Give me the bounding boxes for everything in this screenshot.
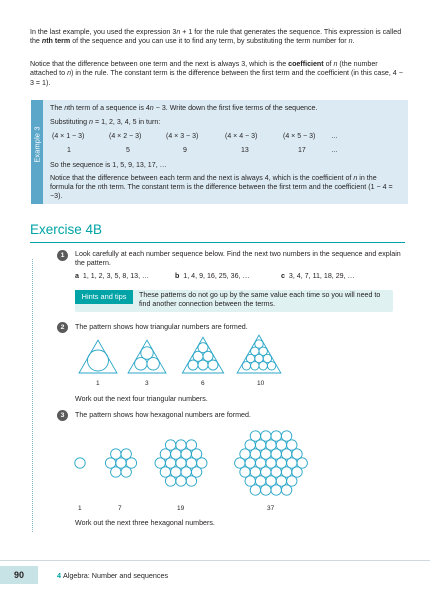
hexagonal-label-3: 19 [177,505,185,512]
hexagon-dot [197,458,207,468]
example-calc-2: (4 × 2 − 3) [109,133,142,140]
part-c-label: c [281,272,285,280]
hexagon-dot [297,458,307,468]
example-result-5: 17 [298,147,306,154]
hexagonal-label-4: 37 [267,505,275,512]
hexagonal-label-2: 7 [118,505,122,512]
question-number-3: 3 [57,410,68,421]
question-3-text: The pattern shows how hexagonal numbers are formed. [75,411,251,419]
triangular-label-3: 6 [201,380,205,387]
triangle-outline-1 [79,340,117,373]
triangle-dot [147,358,159,370]
example-calc-6: … [331,133,338,140]
hints-label: Hints and tips [75,290,133,304]
example-result-6: … [331,147,338,154]
example-question: The nth term of a sequence is 4n − 3. Write down the first five terms of the sequence. [50,104,318,112]
example-note: Notice that the difference between each term and the next is always 4, which is the coefficient of n in the formula for the nth term. The constant term is the difference between the first term and the coefficient (1 − 4 = −3). [50,174,393,201]
example-calc-5: (4 × 5 − 3) [283,133,316,140]
hexagon-dot [75,458,85,468]
part-b-sequence: 1, 4, 9, 16, 25, 36, … [183,272,250,280]
footer-chapter [57,571,168,580]
triangle-dot [135,358,147,370]
triangular-label-1: 1 [96,380,100,387]
question-1-text: Look carefully at each number sequence below. Find the next two numbers in the sequence and explain the pattern. [75,250,401,268]
question-2-follow-up: Work out the next four triangular numbers. [75,395,208,403]
triangle-dot [251,362,259,370]
hexagon-dot [126,458,136,468]
hexagonal-label-1: 1 [78,505,82,512]
triangle-dot [208,360,218,370]
chapter-title: Algebra: Number and sequences [63,571,169,580]
footer-rule [0,560,430,561]
triangle-dot [188,360,198,370]
example-calc-1: (4 × 1 − 3) [52,133,85,140]
question-3-follow-up: Work out the next three hexagonal numbers. [75,519,215,527]
example-conclusion: So the sequence is 1, 5, 9, 13, 17, … [50,161,167,169]
example-result-3: 9 [183,147,187,154]
triangular-label-4: 10 [257,380,265,387]
page-number: 90 [0,566,38,584]
question-2-text: The pattern shows how triangular numbers are formed. [75,323,248,331]
example-calc-3: (4 × 3 − 3) [166,133,199,140]
example-substituting: Substituting n = 1, 2, 3, 4, 5 in turn: [50,118,161,126]
example-tab-label: Example 3 [32,126,42,163]
example-calc-4: (4 × 4 − 3) [225,133,258,140]
part-c-sequence: 3, 4, 7, 11, 18, 29, … [288,272,355,280]
example-result-4: 13 [241,147,249,154]
triangle-outline-2 [128,340,166,373]
triangle-dot [259,362,267,370]
chapter-number: 4 [57,571,61,580]
triangle-dot [141,347,153,359]
example-result-2: 5 [126,147,130,154]
exercise-title: Exercise 4B [30,222,103,237]
part-a-label: a [75,272,79,280]
example-result-1: 1 [67,147,71,154]
triangular-label-2: 3 [145,380,149,387]
question-number-2: 2 [57,322,68,333]
question-number-1: 1 [57,250,68,261]
intro-paragraph-1: In the last example, you used the expression 3n + 1 for the rule that generates the sequence. This expression is called the nth term of the sequence and you can use it to find any term, by substituting the term number for n. [30,28,402,46]
triangle-dot [198,360,208,370]
part-b-label: b [175,272,180,280]
intro-paragraph-2: Notice that the difference between one term and the next is always 3, which is the coefficient of n (the number attached to n) in the rule. The constant term is the difference between the first term and the coefficient (in this case, 4 − 3 = 1). [30,60,403,87]
part-a-sequence: 1, 1, 2, 3, 5, 8, 13, … [82,272,150,280]
hints-text: These patterns do not go up by the same value each time so you will need to find another connection between the terms. [139,291,381,309]
